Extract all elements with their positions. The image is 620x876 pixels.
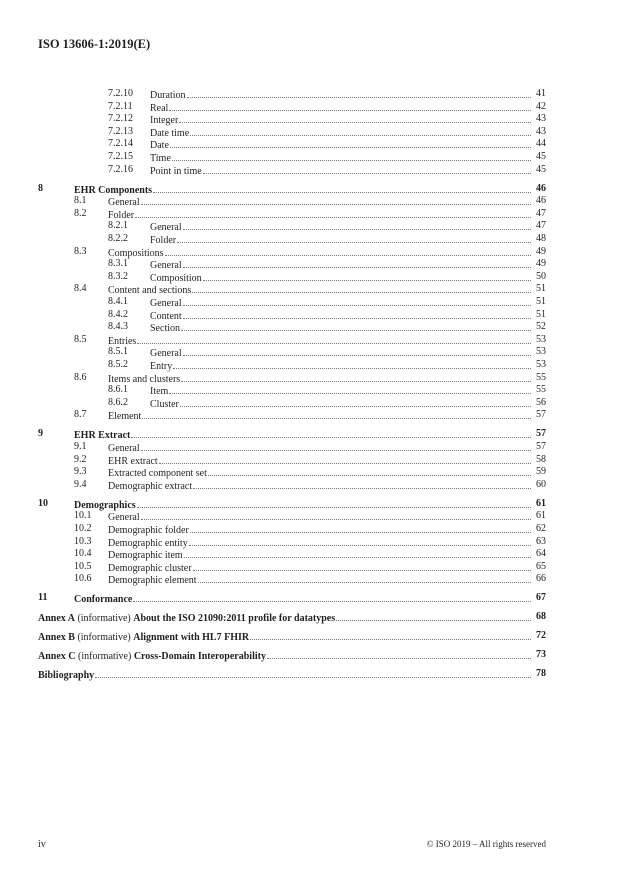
toc-leader-dots [141,195,531,205]
toc-entry-title: Content [150,310,182,322]
toc-leader-dots [135,208,531,218]
toc-entry-number: 8.3.1 [108,258,128,270]
toc-page-number: 43 [536,113,546,125]
toc-entry-title-line [150,346,532,358]
toc-entry-title-line [74,428,532,440]
toc-entry-title-line [108,536,532,548]
toc-leader-dots [170,138,531,148]
toc-entry-title-line [150,151,532,163]
toc-entry[interactable] [0,309,620,321]
toc-leader-dots [141,441,531,451]
toc-entry-title: Duration [150,90,186,101]
toc-page-number: 59 [536,466,546,478]
toc-leader-dots [190,126,531,136]
toc-page-number: 51 [536,283,546,295]
toc-entry-number: 8.6.1 [108,384,128,396]
toc-entry-title-line [108,409,532,421]
toc-entry[interactable] [0,441,620,453]
annex-label: Annex A [38,613,75,625]
toc-entry-title: General [108,512,140,524]
annex-label: Annex B [38,632,75,644]
toc-entry-title [38,613,335,625]
toc-entry-title: Composition [150,272,202,284]
toc-leader-dots [192,283,531,293]
toc-entry-title: EHR extract [108,455,158,467]
toc-entry-number: 10.3 [74,535,92,547]
toc-entry[interactable] [0,233,620,245]
toc-entry-title: Date [150,140,169,152]
toc-entry-title: Date time [150,127,190,139]
toc-leader-dots [187,88,531,98]
toc-leader-dots [181,321,531,331]
toc-entry-title-line [150,88,532,100]
toc-entry[interactable] [0,466,620,478]
toc-entry-title-line [108,523,532,535]
toc-entry[interactable] [0,88,620,100]
toc-entry-title: Demographic element [108,575,197,587]
toc-page-number: 61 [536,510,546,522]
toc-leader-dots [95,668,531,678]
annex-note: (informative) [75,651,134,663]
toc-leader-dots [203,271,531,281]
toc-entry-number: 10.6 [74,573,92,585]
toc-leader-dots [183,296,531,306]
copyright-notice: © ISO 2019 – All rights reserved [426,839,546,849]
toc-page-number: 47 [536,220,546,232]
toc-entry[interactable] [0,498,620,510]
toc-entry-title: Demographic folder [108,525,189,536]
toc-entry-number: 8.2 [74,207,87,219]
toc-entry[interactable] [0,630,620,642]
toc-leader-dots [159,454,531,464]
annex-title: Cross-Domain Interoperability [133,651,266,663]
toc-entry-number: 8.4.2 [108,308,128,320]
toc-page-number: 46 [536,182,546,194]
toc-page-number: 46 [536,195,546,207]
toc-entry-title-line [108,372,532,384]
toc-entry-title: Demographic entity [108,537,188,549]
toc-entry-number: 8.4.3 [108,321,128,333]
toc-entry-number: 7.2.12 [108,113,133,125]
toc-entry[interactable] [0,258,620,270]
toc-entry[interactable] [0,334,620,346]
toc-page-number: 43 [536,125,546,137]
toc-entry-title-line [150,138,532,150]
toc-page-number: 47 [536,207,546,219]
toc-entry-title-line [38,668,532,680]
toc-entry-title-line [150,359,532,371]
toc-entry-title: General [150,298,182,309]
toc-page-number: 52 [536,321,546,333]
toc-entry-title: Point in time [150,165,202,177]
toc-entry-title: General [150,348,182,360]
toc-entry[interactable] [0,195,620,207]
toc-entry-title-line [150,321,532,333]
toc-page-number: 51 [536,308,546,320]
toc-entry-number: 7.2.14 [108,138,133,150]
toc-entry-number: 7.2.16 [108,163,133,175]
toc-leader-dots [173,359,531,369]
toc-leader-dots [267,649,531,659]
toc-page-number: 57 [536,428,546,440]
toc-entry-title-line [108,208,532,220]
toc-leader-dots [180,397,531,407]
toc-entry-title-line [38,630,532,642]
toc-entry-title: Element [108,411,142,423]
toc-entry-number: 10.4 [74,548,92,560]
toc-entry-title: Entry [150,361,173,372]
toc-leader-dots [172,151,531,161]
toc-page-number: 50 [536,270,546,282]
toc-page-number: 68 [536,611,546,623]
toc-entry-title-line [108,441,532,453]
toc-entry-number: 10.1 [74,510,92,522]
toc-entry-title-line [150,126,532,138]
toc-leader-dots [179,113,531,123]
toc-entry-title-line [38,611,532,623]
toc-entry-title-line [150,258,532,270]
toc-entry-title-line [74,498,532,510]
toc-leader-dots [183,258,531,268]
toc-page-number: 49 [536,258,546,270]
toc-leader-dots [131,428,531,438]
toc-entry-title-line [108,195,532,207]
annex-note: (informative) [74,613,134,625]
toc-entry-number: 8 [38,182,43,194]
annex-label: Annex C [38,651,76,663]
toc-entry-number: 9 [38,428,43,440]
toc-entry[interactable] [0,164,620,176]
toc-entry-number: 11 [38,592,48,604]
toc-leader-dots [184,548,531,558]
toc-leader-dots [165,246,531,256]
toc-entry-number: 8.5.1 [108,346,128,358]
toc-entry-title: General [150,260,182,272]
toc-entry[interactable] [0,283,620,295]
toc-entry[interactable] [0,126,620,138]
toc-entry-title: Compositions [108,247,164,259]
toc-entry[interactable] [0,296,620,308]
toc-entry-title-line [108,454,532,466]
toc-entry-title: Entries [108,335,137,347]
toc-leader-dots [250,630,531,640]
toc-entry-title-line [150,233,532,245]
toc-entry-number: 7.2.11 [108,100,133,112]
toc-entry-title: Time [150,153,171,164]
toc-leader-dots [190,523,531,533]
toc-entry-number: 8.1 [74,195,87,207]
toc-entry[interactable] [0,561,620,573]
toc-entry-number: 9.3 [74,466,87,478]
toc-page-number: 56 [536,396,546,408]
toc-page-number: 53 [536,346,546,358]
toc-entry[interactable] [0,346,620,358]
toc-entry[interactable] [0,101,620,113]
toc-page-number: 64 [536,548,546,560]
toc-entry-title [38,651,266,663]
toc-entry-title: Extracted component set [108,468,207,480]
annex-title: Alignment with HL7 FHIR [133,632,250,644]
toc-entry[interactable] [0,611,620,623]
toc-entry-title: Demographic extract [108,480,193,492]
toc-entry-title: Items and clusters [108,373,181,385]
toc-entry-title-line [74,183,532,195]
toc-page-number: 61 [536,497,546,509]
toc-page-number: 44 [536,138,546,150]
annex-title: About the ISO 21090:2011 profile for datatypes [133,613,336,625]
toc-entry-number: 8.4 [74,283,87,295]
toc-page-number: 58 [536,453,546,465]
toc-leader-dots [336,611,531,621]
toc-leader-dots [141,510,531,520]
toc-entry-title: Cluster [150,398,179,410]
toc-entry-title-line [38,649,532,661]
toc-entry-title-line [150,164,532,176]
toc-entry[interactable] [0,113,620,125]
toc-leader-dots [203,164,531,174]
toc-entry[interactable] [0,271,620,283]
toc-page-number: 42 [536,100,546,112]
toc-entry-number: 10 [38,497,48,509]
toc-entry-title-line [150,309,532,321]
toc-entry[interactable] [0,183,620,195]
toc-entry[interactable] [0,321,620,333]
toc-entry-title-line [150,101,532,113]
toc-leader-dots [208,466,531,476]
toc-entry-title-line [108,548,532,560]
toc-entry-number: 8.3.2 [108,270,128,282]
toc-page-number: 41 [536,88,546,99]
toc-entry[interactable] [0,592,620,604]
toc-entry-number: 8.6.2 [108,396,128,408]
toc-entry-title: Content and sections [108,285,192,297]
toc-leader-dots [183,309,531,319]
toc-entry-title-line [108,466,532,478]
annex-note: (informative) [74,632,134,644]
toc-entry-title: Real [150,102,169,114]
toc-entry-title [38,632,249,644]
toc-entry[interactable] [0,359,620,371]
toc-leader-dots [193,561,531,571]
toc-leader-dots [153,183,531,193]
toc-entry[interactable] [0,536,620,548]
toc-entry-title: Folder [108,209,135,221]
toc-entry-title: General [108,197,140,209]
toc-entry-title: Folder [150,235,177,246]
toc-page-number: 49 [536,245,546,257]
toc-entry[interactable] [0,220,620,232]
toc-leader-dots [177,233,531,243]
toc-entry-number: 8.5.2 [108,359,128,370]
toc-page-number: 53 [536,359,546,370]
toc-entry-title-line [108,510,532,522]
toc-entry-title: General [150,222,182,234]
toc-entry-title: Demographics [74,499,136,511]
toc-entry-number: 9.2 [74,453,87,465]
toc-entry-title: Integer [150,115,179,127]
document-id-header: ISO 13606-1:2019(E) [38,37,151,51]
toc-entry-title-line [108,573,532,585]
toc-entry-number: 10.5 [74,560,92,572]
toc-page-number: 72 [536,630,546,642]
toc-entry-title: General [108,443,140,454]
toc-page-number: 48 [536,233,546,244]
toc-entry-title-line [108,283,532,295]
toc-entry-number: 8.7 [74,409,87,421]
toc-leader-dots [193,479,531,489]
toc-page-number: 60 [536,478,546,490]
toc-entry-number: 8.6 [74,371,87,383]
toc-entry-title: EHR Components [74,184,153,196]
toc-entry-title-line [108,334,532,346]
toc-leader-dots [137,498,531,508]
toc-entry-number: 7.2.13 [108,125,133,137]
toc-leader-dots [183,346,531,356]
toc-entry[interactable] [0,428,620,440]
toc-entry-title-line [150,271,532,283]
toc-leader-dots [198,573,531,583]
toc-entry-number: 10.2 [74,523,92,534]
toc-leader-dots [137,334,531,344]
toc-entry[interactable] [0,649,620,661]
toc-leader-dots [183,220,531,230]
toc-entry[interactable] [0,479,620,491]
toc-entry-title-line [108,246,532,258]
toc-page-number: 45 [536,151,546,162]
toc-page-number: 53 [536,333,546,345]
toc-entry-number: 7.2.15 [108,151,133,162]
toc-entry-number: 9.1 [74,441,87,452]
toc-entry-title: Conformance [74,594,133,606]
toc-entry-number: 8.4.1 [108,296,128,307]
toc-page-number: 67 [536,592,546,604]
toc-page-number: 73 [536,649,546,661]
toc-leader-dots [189,536,531,546]
toc-entry[interactable] [0,573,620,585]
toc-entry-title-line [150,113,532,125]
toc-leader-dots [169,384,531,394]
toc-entry[interactable] [0,138,620,150]
toc-leader-dots [181,372,531,382]
toc-entry-number: 9.4 [74,478,87,490]
page-number: iv [38,839,46,850]
toc-page-number: 66 [536,573,546,585]
toc-entry[interactable] [0,548,620,560]
toc-entry-number: 7.2.10 [108,88,133,99]
toc-entry[interactable] [0,397,620,409]
toc-entry-title-line [108,479,532,491]
toc-page-number: 62 [536,523,546,534]
toc-entry[interactable] [0,372,620,384]
toc-entry[interactable] [0,510,620,522]
toc-page-number: 63 [536,535,546,547]
toc-entry-title-line [150,384,532,396]
toc-entry[interactable] [0,208,620,220]
toc-entry-title: Section [150,323,180,335]
toc-entry[interactable] [0,523,620,535]
toc-entry-title-line [74,592,532,604]
toc-page-number: 51 [536,296,546,307]
toc-entry-number: 8.5 [74,333,87,345]
toc-entry-number: 8.3 [74,245,87,257]
toc-page-number: 65 [536,560,546,572]
toc-page-number: 55 [536,384,546,396]
toc-entry-title: Demographic item [108,550,183,562]
toc-entry[interactable] [0,246,620,258]
toc-leader-dots [142,409,531,419]
toc-leader-dots [133,592,531,602]
toc-page-number: 45 [536,163,546,175]
toc-page-number: 57 [536,409,546,421]
toc-entry-number: 8.2.1 [108,220,128,232]
toc-leader-dots [169,101,531,111]
toc-entry-title: EHR Extract [74,430,131,442]
toc-page-number: 55 [536,371,546,383]
toc-entry-title-line [150,296,532,308]
toc-entry-number: 8.2.2 [108,233,128,244]
toc-page-number: 57 [536,441,546,452]
toc-entry[interactable] [0,454,620,466]
toc-entry[interactable] [0,384,620,396]
toc-entry-title: Demographic cluster [108,562,192,574]
toc-entry-title-line [108,561,532,573]
toc-entry-title: Item [150,386,169,398]
toc-entry[interactable] [0,409,620,421]
toc-entry-title-line [150,397,532,409]
toc-entry-title-line [150,220,532,232]
toc-page-number: 78 [536,668,546,680]
toc-entry[interactable] [0,151,620,163]
toc-entry[interactable] [0,668,620,680]
toc-entry-title: Bibliography [38,670,95,682]
